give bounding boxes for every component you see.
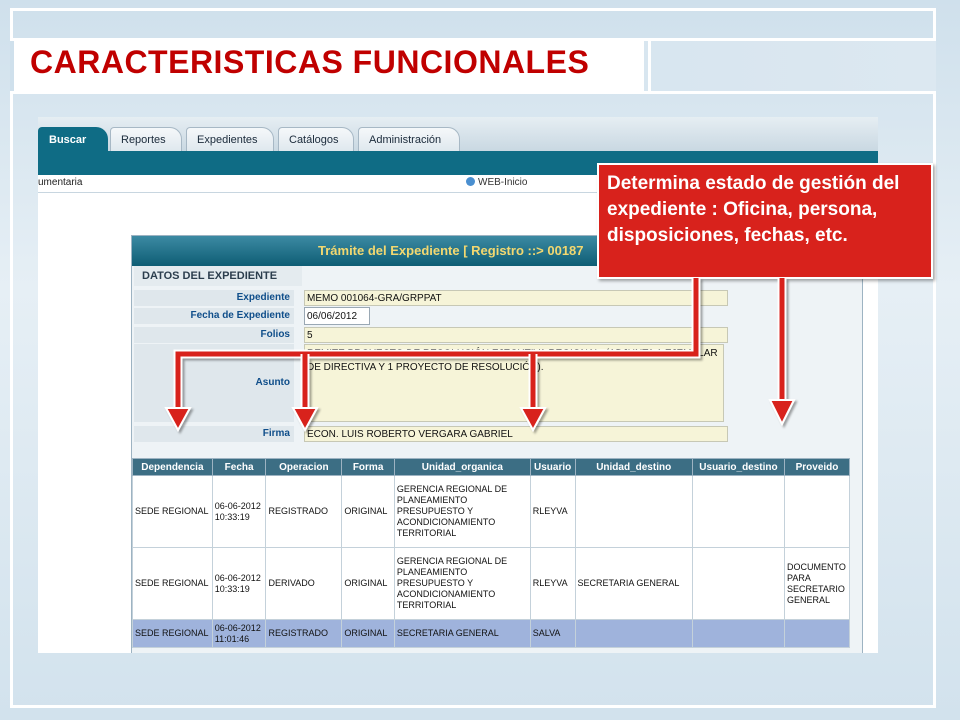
arrow-head-icon bbox=[521, 408, 545, 430]
asunto-textarea[interactable]: REMITE PROYECTO DE RESOLUCIÓN EJECUTIVA REGIONAL. (ADJUNTA 1 EJEMPLAR DE DIRECTIVA Y 1 PROYECTO DE RESOLUCIÓN). bbox=[304, 344, 724, 422]
tab-administracion[interactable]: Administración bbox=[358, 127, 460, 151]
section-title: DATOS DEL EXPEDIENTE bbox=[134, 266, 302, 286]
tab-buscar[interactable]: Buscar bbox=[38, 127, 108, 151]
breadcrumb-text: umentaria bbox=[38, 177, 83, 188]
col-usuario-destino[interactable]: Usuario_destino bbox=[692, 459, 784, 476]
expediente-label: Expediente bbox=[134, 290, 294, 306]
arrow-connector bbox=[178, 278, 696, 410]
cell-usuario: RLEYVA bbox=[530, 548, 575, 620]
cell-usuario: SALVA bbox=[530, 620, 575, 648]
col-unidad-organica[interactable]: Unidad_organica bbox=[394, 459, 530, 476]
col-proveido[interactable]: Proveido bbox=[785, 459, 850, 476]
asunto-label: Asunto bbox=[134, 344, 294, 422]
cell-dependencia: SEDE REGIONAL bbox=[133, 476, 213, 548]
cell-unidad-organica: GERENCIA REGIONAL DE PLANEAMIENTO PRESUPUESTO Y ACONDICIONAMIENTO TERRITORIAL bbox=[394, 476, 530, 548]
cell-proveido: DOCUMENTO PARA SECRETARIO GENERAL bbox=[785, 548, 850, 620]
cell-fecha: 06-06-2012 10:33:19 bbox=[212, 476, 266, 548]
cell-operacion: REGISTRADO bbox=[266, 476, 342, 548]
web-inicio-label: WEB-Inicio bbox=[478, 177, 528, 188]
arrow-head-icon bbox=[166, 408, 190, 430]
firma-field[interactable]: ECON. LUIS ROBERTO VERGARA GABRIEL bbox=[304, 426, 728, 442]
col-unidad-destino[interactable]: Unidad_destino bbox=[575, 459, 692, 476]
cell-forma: ORIGINAL bbox=[342, 548, 395, 620]
col-dependencia[interactable]: Dependencia bbox=[133, 459, 213, 476]
fecha-label: Fecha de Expediente bbox=[134, 308, 294, 324]
col-fecha[interactable]: Fecha bbox=[212, 459, 266, 476]
callout-box: Determina estado de gestión del expediente : Oficina, persona, disposiciones, fechas, etc. bbox=[597, 163, 933, 279]
cell-operacion: REGISTRADO bbox=[266, 620, 342, 648]
col-usuario[interactable]: Usuario bbox=[530, 459, 575, 476]
tab-catalogos[interactable]: Catálogos bbox=[278, 127, 354, 151]
expediente-field[interactable]: MEMO 001064-GRA/GRPPAT bbox=[304, 290, 728, 306]
panel-title: Trámite del Expediente [ Registro ::> 00187 bbox=[132, 236, 862, 266]
col-forma[interactable]: Forma bbox=[342, 459, 395, 476]
cell-fecha: 06-06-2012 11:01:46 bbox=[212, 620, 266, 648]
arrow-head-icon bbox=[770, 400, 794, 424]
cell-unidad-organica: GERENCIA REGIONAL DE PLANEAMIENTO PRESUPUESTO Y ACONDICIONAMIENTO TERRITORIAL bbox=[394, 548, 530, 620]
slide-title: CARACTERISTICAS FUNCIONALES bbox=[30, 44, 590, 80]
firma-label: Firma bbox=[134, 426, 294, 442]
tab-expedientes[interactable]: Expedientes bbox=[186, 127, 274, 151]
cell-forma: ORIGINAL bbox=[342, 620, 395, 648]
folios-field[interactable]: 5 bbox=[304, 327, 728, 343]
tab-reportes[interactable]: Reportes bbox=[110, 127, 182, 151]
cell-dependencia: SEDE REGIONAL bbox=[133, 620, 213, 648]
fecha-field[interactable]: 06/06/2012 bbox=[304, 307, 370, 325]
folios-label: Folios bbox=[134, 327, 294, 343]
cell-forma: ORIGINAL bbox=[342, 476, 395, 548]
cell-unidad-organica: SECRETARIA GENERAL bbox=[394, 620, 530, 648]
cell-fecha: 06-06-2012 10:33:19 bbox=[212, 548, 266, 620]
arrow-connector bbox=[178, 278, 696, 410]
cell-usuario: RLEYVA bbox=[530, 476, 575, 548]
cell-unidad-destino: SECRETARIA GENERAL bbox=[575, 548, 692, 620]
arrow-head-icon bbox=[293, 408, 317, 430]
col-operacion[interactable]: Operacion bbox=[266, 459, 342, 476]
cell-dependencia: SEDE REGIONAL bbox=[133, 548, 213, 620]
cell-operacion: DERIVADO bbox=[266, 548, 342, 620]
